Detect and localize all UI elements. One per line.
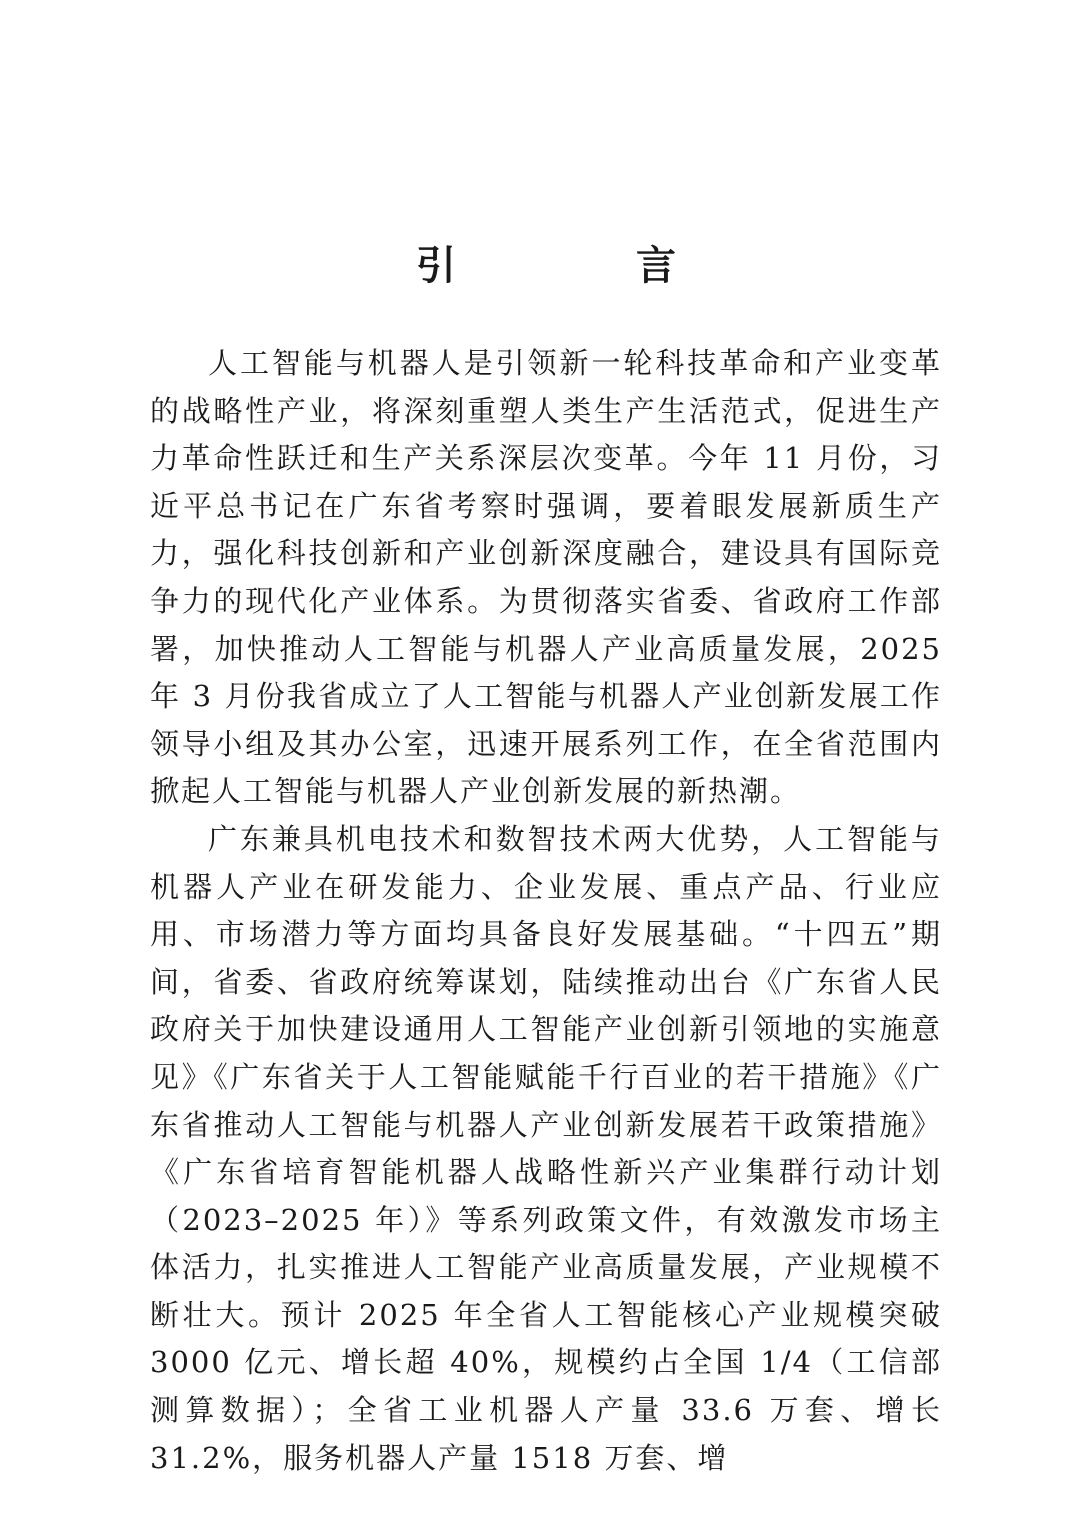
- body-text: [150, 340, 942, 1482]
- paragraph-1: 人工智能与机器人是引领新一轮科技革命和产业变革的战略性产业，将深刻重塑人类生产生活范式，促进生产力革命性跃迁和生产关系深层次变革。今年 11 月份，习近平总书记在广东省考察时强调，要着眼发展新质生产力，强化科技创新和产业创新深度融合，建设具有国际竞争力的现代化产业体系。为贯彻落实省委、省政府工作部署，加快推动人工智能与机器人产业高质量发展，2025 年 3 月份我省成立了人工智能与机器人产业创新发展工作领导小组及其办公室，迅速开展系列工作，在全省范围内掀起人工智能与机器人产业创新发展的新热潮。: [150, 346, 942, 809]
- page-title: 引 言: [416, 242, 746, 289]
- paragraph-2: 广东兼具机电技术和数智技术两大优势，人工智能与机器人产业在研发能力、企业发展、重点产品、行业应用、市场潜力等方面均具备良好发展基础。“十四五”期间，省委、省政府统筹谋划，陆续推动出台《广东省人民政府关于加快建设通用人工智能产业创新引领地的实施意见》《广东省关于人工智能赋能千行百业的若干措施》《广东省推动人工智能与机器人产业创新发展若干政策措施》《广东省培育智能机器人战略性新兴产业集群行动计划（2023–2025 年）》等系列政策文件，有效激发市场主体活力，扎实推进人工智能产业高质量发展，产业规模不断壮大。预计 2025 年全省人工智能核心产业规模突破 3000 亿元、增长超 40%，规模约占全国 1/4（工信部测算数据）；全省工业机器人产量 33.6 万套、增长 31.2%，服务机器人产量 1518 万套、增: [150, 821, 942, 1475]
